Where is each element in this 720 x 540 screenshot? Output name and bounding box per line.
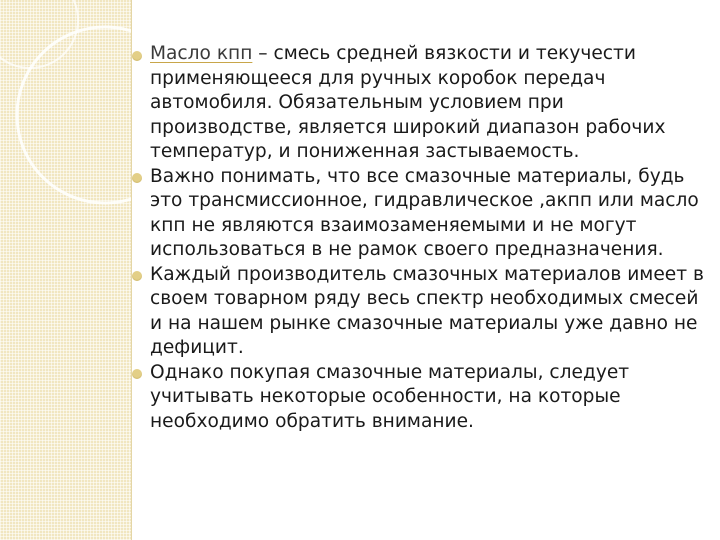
bullet-icon: [132, 369, 142, 379]
decorative-circles: [0, 0, 131, 540]
bullet-text: Каждый производитель смазочных материалов имеет в своем товарном ряду весь спектр необходимых смесей и на нашем рынке смазочные материалы уже давно не дефицит.: [150, 263, 704, 358]
bullet-text: – смесь средней вязкости и текучести применяющееся для ручных коробок передач автомобиля. Обязательным условием при производстве, является широкий диапазон рабочих температур, и пониженная застываемость.: [150, 43, 666, 162]
bullet-item: [130, 263, 705, 361]
bullet-icon: [132, 173, 142, 183]
link-maslo-kpp[interactable]: Масло кпп: [150, 43, 253, 64]
bullet-icon: [132, 51, 142, 61]
decorative-sidebar: [0, 0, 131, 540]
slide-content: [130, 42, 705, 434]
bullet-item: [130, 165, 705, 263]
bullet-item: [130, 361, 705, 435]
bullet-text: Важно понимать, что все смазочные материалы, будь это трансмиссионное, гидравлическое ,акпп или масло кпп не являются взаимозаменяемыми и не могут использоваться в не рамок своего предназначения.: [150, 165, 699, 260]
bullet-icon: [132, 271, 142, 281]
bullet-text: Однако покупая смазочные материалы, следует учитывать некоторые особенности, на которые необходимо обратить внимание.: [150, 361, 630, 432]
bullet-item: [130, 42, 705, 165]
